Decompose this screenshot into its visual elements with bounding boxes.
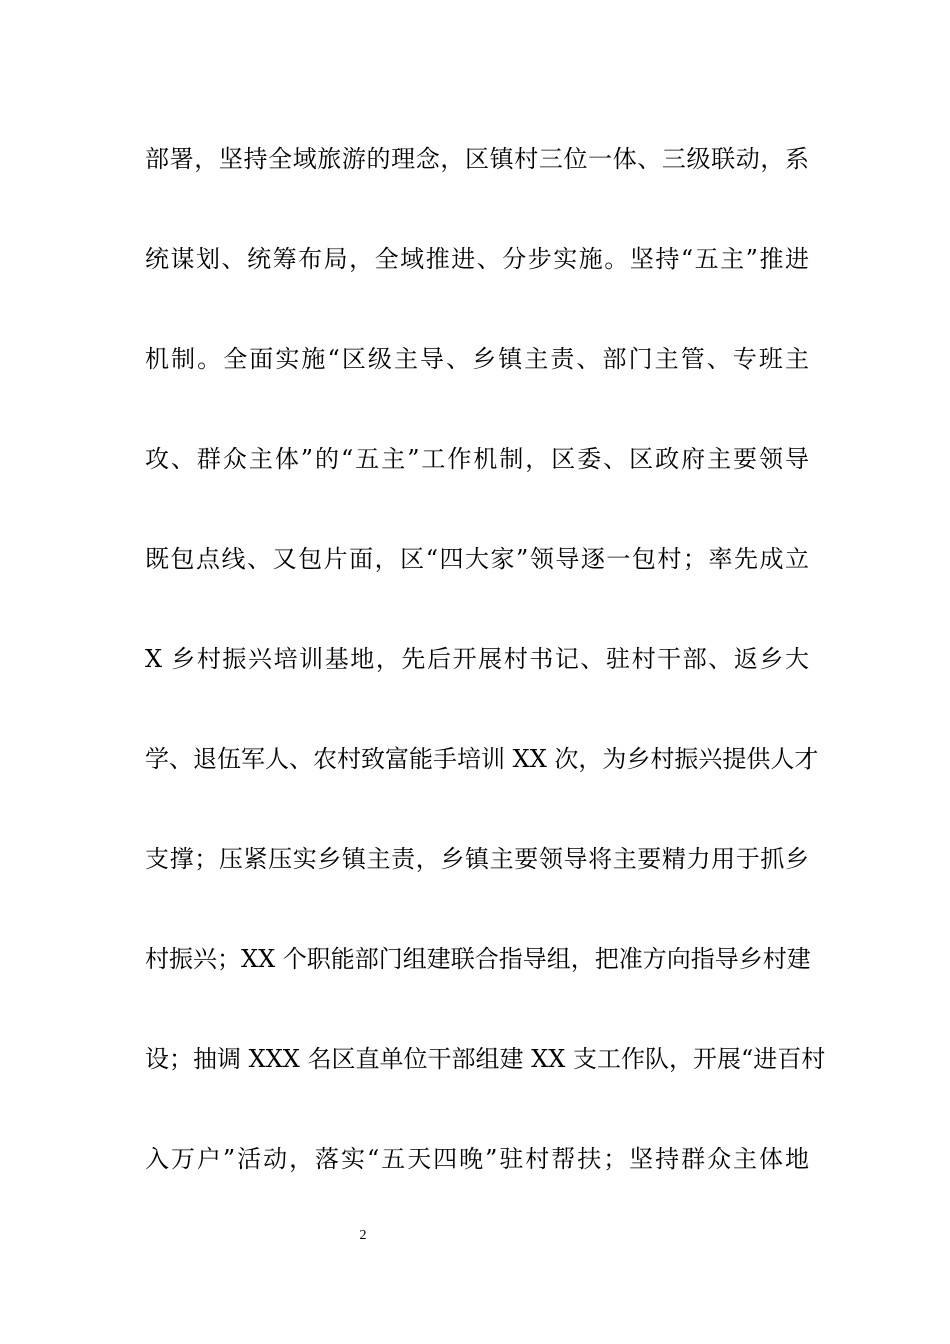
text-line: 学、退伍军人、农村致富能手培训 XX 次，为乡村振兴提供人才 — [145, 745, 819, 773]
body-text — [145, 136, 826, 1236]
text-line: 入万户”活动，落实“五天四晚”驻村帮扶；坚持群众主体地 — [145, 1145, 809, 1173]
text-line: 攻、群众主体”的“五主”工作机制，区委、区政府主要领导 — [145, 445, 809, 473]
text-line: 支撑；压紧压实乡镇主责，乡镇主要领导将主要精力用于抓乡 — [145, 845, 809, 873]
text-line: 部署，坚持全域旅游的理念，区镇村三位一体、三级联动，系 — [145, 145, 809, 173]
text-line: 统谋划、统筹布局，全域推进、分步实施。坚持“五主”推进 — [145, 245, 809, 273]
text-line: 机制。全面实施“区级主导、乡镇主责、部门主管、专班主 — [145, 345, 809, 373]
text-line: 村振兴；XX 个职能部门组建联合指导组，把准方向指导乡村建 — [145, 945, 811, 973]
text-line: 既包点线、又包片面，区“四大家”领导逐一包村；率先成立 — [145, 545, 809, 573]
text-line: X 乡村振兴培训基地，先后开展村书记、驻村干部、返乡大 — [145, 645, 809, 673]
page-number: 2 — [359, 1228, 367, 1243]
text-line: 设；抽调 XXX 名区直单位干部组建 XX 支工作队，开展“进百村 — [145, 1045, 826, 1073]
